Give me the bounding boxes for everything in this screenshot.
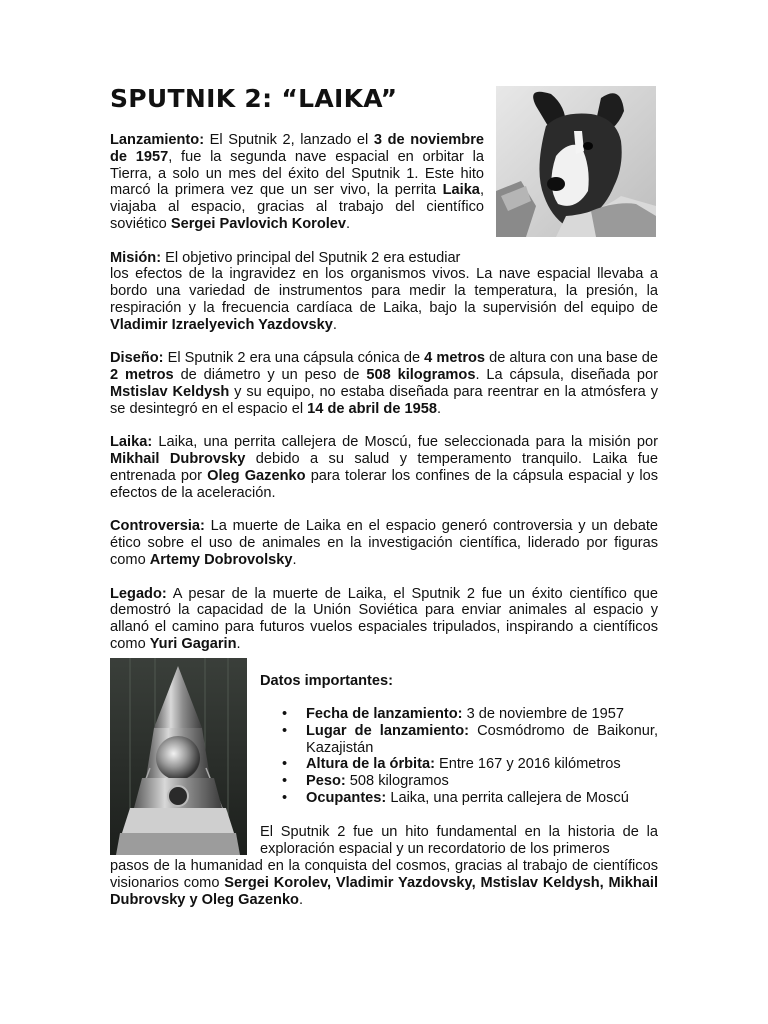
bold-text: Sergei Pavlovich Korolev <box>170 215 347 232</box>
text: debido a su salud y temperamento tranquilo. Laika fue entrenada por <box>110 451 658 484</box>
item-label: Lugar de lanzamiento: <box>306 722 469 739</box>
bold-text: Artemy Dobrovolsky <box>149 551 293 568</box>
text: . La cápsula, diseñada por <box>475 367 658 384</box>
text: los efectos de la ingravidez en los organismos vivos. La nave espacial llevaba a bordo una variedad de instrumentos para medir la temperatura, la presión, la respiración y la frecuencia cardíaca de Laika, bajo la supervisión del equipo de <box>110 266 658 316</box>
label-diseno: Diseño: <box>110 350 164 367</box>
item-value: Entre 167 y 2016 kilómetros <box>434 756 621 773</box>
item-label: Ocupantes: <box>306 789 387 806</box>
closing-paragraph-start: El Sputnik 2 fue un hito fundamental en la historia de la exploración espacial y un recordatorio de los primeros <box>260 824 658 857</box>
item-label: Fecha de lanzamiento: <box>306 706 463 722</box>
bold-text: Vladimir Izraelyevich Yazdovsky <box>110 316 333 333</box>
text: de altura con una base de <box>485 350 659 367</box>
label-controversia: Controversia: <box>110 518 205 535</box>
bold-text: Laika <box>442 182 480 199</box>
item-value: Laika, una perrita callejera de Moscú <box>386 789 629 806</box>
text: de diámetro y un peso de <box>173 367 367 384</box>
paragraph-diseno <box>110 350 658 417</box>
bullet: • <box>282 722 288 739</box>
bold-text: 508 kilogramos <box>366 367 476 384</box>
text: El objetivo principal del Sputnik 2 era estudiar <box>161 249 461 266</box>
paragraph-legado <box>110 586 658 653</box>
datos-list <box>282 706 658 807</box>
bold-text: Mikhail Dubrovsky <box>110 451 246 468</box>
label-mision: Misión: <box>110 249 162 266</box>
document-page <box>110 84 658 653</box>
paragraph-controversia <box>110 518 658 568</box>
bold-text: Yuri Gagarin <box>149 635 237 652</box>
text: pasos de la humanidad en la conquista del cosmos, gracias al trabajo de científicos visionarios como <box>110 858 658 891</box>
list-item <box>282 773 658 790</box>
text: . <box>332 316 337 333</box>
bold-text: 3 de noviembre de 1957 <box>110 132 484 165</box>
bullet: • <box>282 789 288 806</box>
bold-text: 2 metros <box>110 367 174 384</box>
sputnik-photo <box>110 658 247 855</box>
text: . <box>292 551 297 568</box>
mision-first-line <box>110 250 484 267</box>
text: , viajaba al espacio, gracias al trabajo del científico soviético <box>110 182 484 232</box>
list-item <box>282 723 658 757</box>
bullet: • <box>282 773 288 790</box>
paragraph-lanzamiento <box>110 132 484 233</box>
text: El Sputnik 2, lanzado el <box>204 132 374 148</box>
text: Laika, una perrita callejera de Moscú, fue seleccionada para la misión por <box>152 434 658 451</box>
text: para tolerar los confines de la cápsula espacial y los efectos de la aceleración. <box>110 467 658 501</box>
list-item <box>282 706 658 723</box>
text: El Sputnik 2 era una cápsula cónica de <box>163 350 425 367</box>
label-laika: Laika: <box>110 434 153 451</box>
paragraph-laika <box>110 434 658 501</box>
closing-paragraph-end <box>110 858 658 908</box>
bold-text: 4 metros <box>424 350 486 367</box>
text: , fue la segunda nave espacial en orbitar la Tierra, a solo un mes del éxito del Sputnik 1. Este hito marcó la primera vez que un ser vivo, la perrita <box>110 148 485 199</box>
text: . <box>236 635 241 652</box>
label-lanzamiento: Lanzamiento: <box>110 132 205 148</box>
page-title: SPUTNIK 2: “LAIKA” <box>110 84 398 113</box>
text: y su equipo, no estaba diseñada para reentrar en la atmósfera y se desintegró en el espacio el <box>110 383 658 417</box>
list-item <box>282 756 658 773</box>
label-legado: Legado: <box>110 585 167 602</box>
text: A pesar de la muerte de Laika, el Sputnik 2 fue un éxito científico que demostró la capacidad de la Unión Soviética para enviar animales al espacio y allanó el camino para futuros vuelos espaciales tripulados, inspirando a científicos como <box>110 585 658 652</box>
bold-text: Mstislav Keldysh <box>110 383 230 400</box>
bullet: • <box>282 756 288 773</box>
bold-text: 14 de abril de 1958 <box>307 400 437 417</box>
text: La muerte de Laika en el espacio generó controversia y un debate ético sobre el uso de animales en la investigación científica, liderado por figuras como <box>110 518 658 568</box>
text: . <box>346 215 351 232</box>
paragraph-mision <box>110 250 658 334</box>
item-value: 3 de noviembre de 1957 <box>462 706 624 722</box>
text: . <box>436 400 442 417</box>
text: . <box>298 891 304 908</box>
list-item <box>282 790 658 807</box>
bullet: • <box>282 706 288 722</box>
datos-title: Datos importantes: <box>260 673 393 689</box>
item-value: Cosmódromo de Baikonur, Kazajistán <box>306 722 659 756</box>
sputnik-capsule-image <box>110 658 247 855</box>
bold-names: Sergei Korolev, Vladimir Yazdovsky, Mstislav Keldysh, Mikhail Dubrovsky y Oleg Gazenko <box>110 874 658 908</box>
item-label: Peso: <box>306 773 346 790</box>
item-label: Altura de la órbita: <box>306 756 435 773</box>
item-value: 508 kilogramos <box>345 773 449 790</box>
bold-text: Oleg Gazenko <box>207 467 306 484</box>
